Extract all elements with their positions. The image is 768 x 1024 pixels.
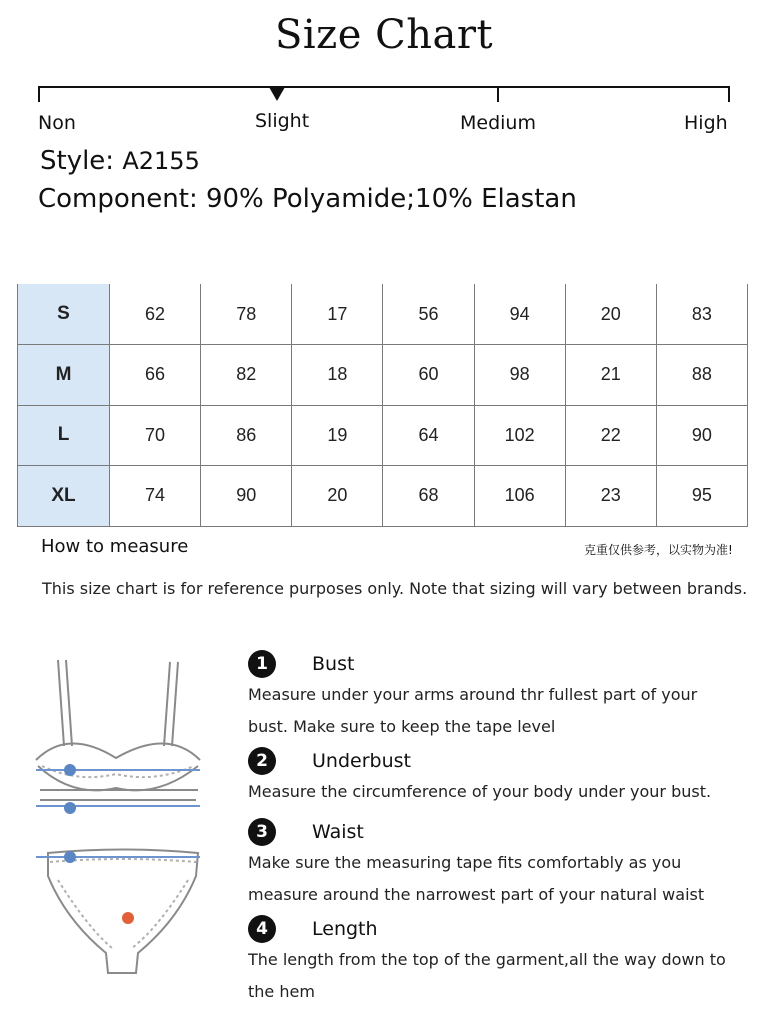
- style-value: A2155: [122, 147, 200, 175]
- step-number-icon: 3: [248, 818, 276, 846]
- step-bust: [248, 650, 748, 743]
- step-number-icon: 2: [248, 747, 276, 775]
- measurement-cell: 86: [201, 405, 292, 466]
- step-length: [248, 915, 748, 1008]
- measurement-cell: 74: [110, 466, 201, 527]
- measurement-cell: 66: [110, 345, 201, 406]
- measurement-cell: 90: [201, 466, 292, 527]
- style-label: Style:: [40, 146, 115, 176]
- component-info: Component: 90% Polyamide;10% Elastan: [38, 184, 577, 214]
- style-info: [40, 146, 200, 176]
- scale-tick-high: [728, 86, 730, 102]
- measurement-cell: 90: [656, 405, 747, 466]
- scale-label-medium: Medium: [460, 112, 536, 134]
- measurement-cell: 20: [292, 466, 383, 527]
- step-title: Waist: [312, 821, 364, 843]
- measurement-cell: 21: [565, 345, 656, 406]
- measurement-cell: 20: [565, 284, 656, 345]
- garment-measure-illustration: [28, 648, 218, 993]
- scale-selected-marker-icon: [269, 87, 285, 101]
- step-description: The length from the top of the garment,all the way down to the hem: [248, 950, 726, 1001]
- measurement-cell: 19: [292, 405, 383, 466]
- reference-note: 克重仅供参考，以实物为准!: [584, 543, 733, 557]
- how-to-measure-title: How to measure: [41, 536, 189, 557]
- waist-marker-icon: [64, 851, 76, 863]
- step-title: Underbust: [312, 750, 411, 772]
- step-number-icon: 4: [248, 915, 276, 943]
- table-row: [18, 345, 748, 406]
- measurement-cell: 95: [656, 466, 747, 527]
- scale-tick-non: [38, 86, 40, 102]
- size-label-cell: XL: [18, 466, 110, 527]
- measurement-cell: 82: [201, 345, 292, 406]
- size-label-cell: M: [18, 345, 110, 406]
- scale-tick-medium: [497, 86, 499, 102]
- bust-marker-icon: [64, 764, 76, 776]
- measurement-cell: 62: [110, 284, 201, 345]
- measurement-cell: 18: [292, 345, 383, 406]
- size-table: [17, 284, 748, 527]
- step-description: Measure the circumference of your body under your bust.: [248, 782, 712, 801]
- measurement-cell: 83: [656, 284, 747, 345]
- measurement-cell: 88: [656, 345, 747, 406]
- measurement-cell: 98: [474, 345, 565, 406]
- measurement-cell: 60: [383, 345, 474, 406]
- step-description: Make sure the measuring tape fits comfortably as you measure around the narrowest part of your natural waist: [248, 853, 705, 904]
- measurement-cell: 22: [565, 405, 656, 466]
- table-row: [18, 466, 748, 527]
- scale-line: [38, 86, 730, 88]
- measurement-cell: 56: [383, 284, 474, 345]
- step-underbust: [248, 747, 748, 808]
- page-title: Size Chart: [274, 12, 494, 58]
- scale-label-non: Non: [38, 112, 76, 134]
- measurement-cell: 78: [201, 284, 292, 345]
- measurement-cell: 68: [383, 466, 474, 527]
- measurement-cell: 102: [474, 405, 565, 466]
- size-disclaimer: This size chart is for reference purposes only. Note that sizing will vary between brands.: [42, 579, 748, 598]
- step-waist: [248, 818, 748, 911]
- step-description: Measure under your arms around thr fullest part of your bust. Make sure to keep the tape level: [248, 685, 698, 736]
- length-marker-icon: [122, 912, 134, 924]
- size-label-cell: S: [18, 284, 110, 345]
- measurement-cell: 64: [383, 405, 474, 466]
- measurement-cell: 106: [474, 466, 565, 527]
- table-row: [18, 405, 748, 466]
- measurement-cell: 94: [474, 284, 565, 345]
- scale-label-high: High: [684, 112, 728, 134]
- measurement-cell: 23: [565, 466, 656, 527]
- measurement-cell: 17: [292, 284, 383, 345]
- measurement-cell: 70: [110, 405, 201, 466]
- step-title: Length: [312, 918, 378, 940]
- step-number-icon: 1: [248, 650, 276, 678]
- step-title: Bust: [312, 653, 355, 675]
- scale-label-slight: Slight: [255, 110, 310, 132]
- size-label-cell: L: [18, 405, 110, 466]
- underbust-marker-icon: [64, 802, 76, 814]
- table-row: [18, 284, 748, 345]
